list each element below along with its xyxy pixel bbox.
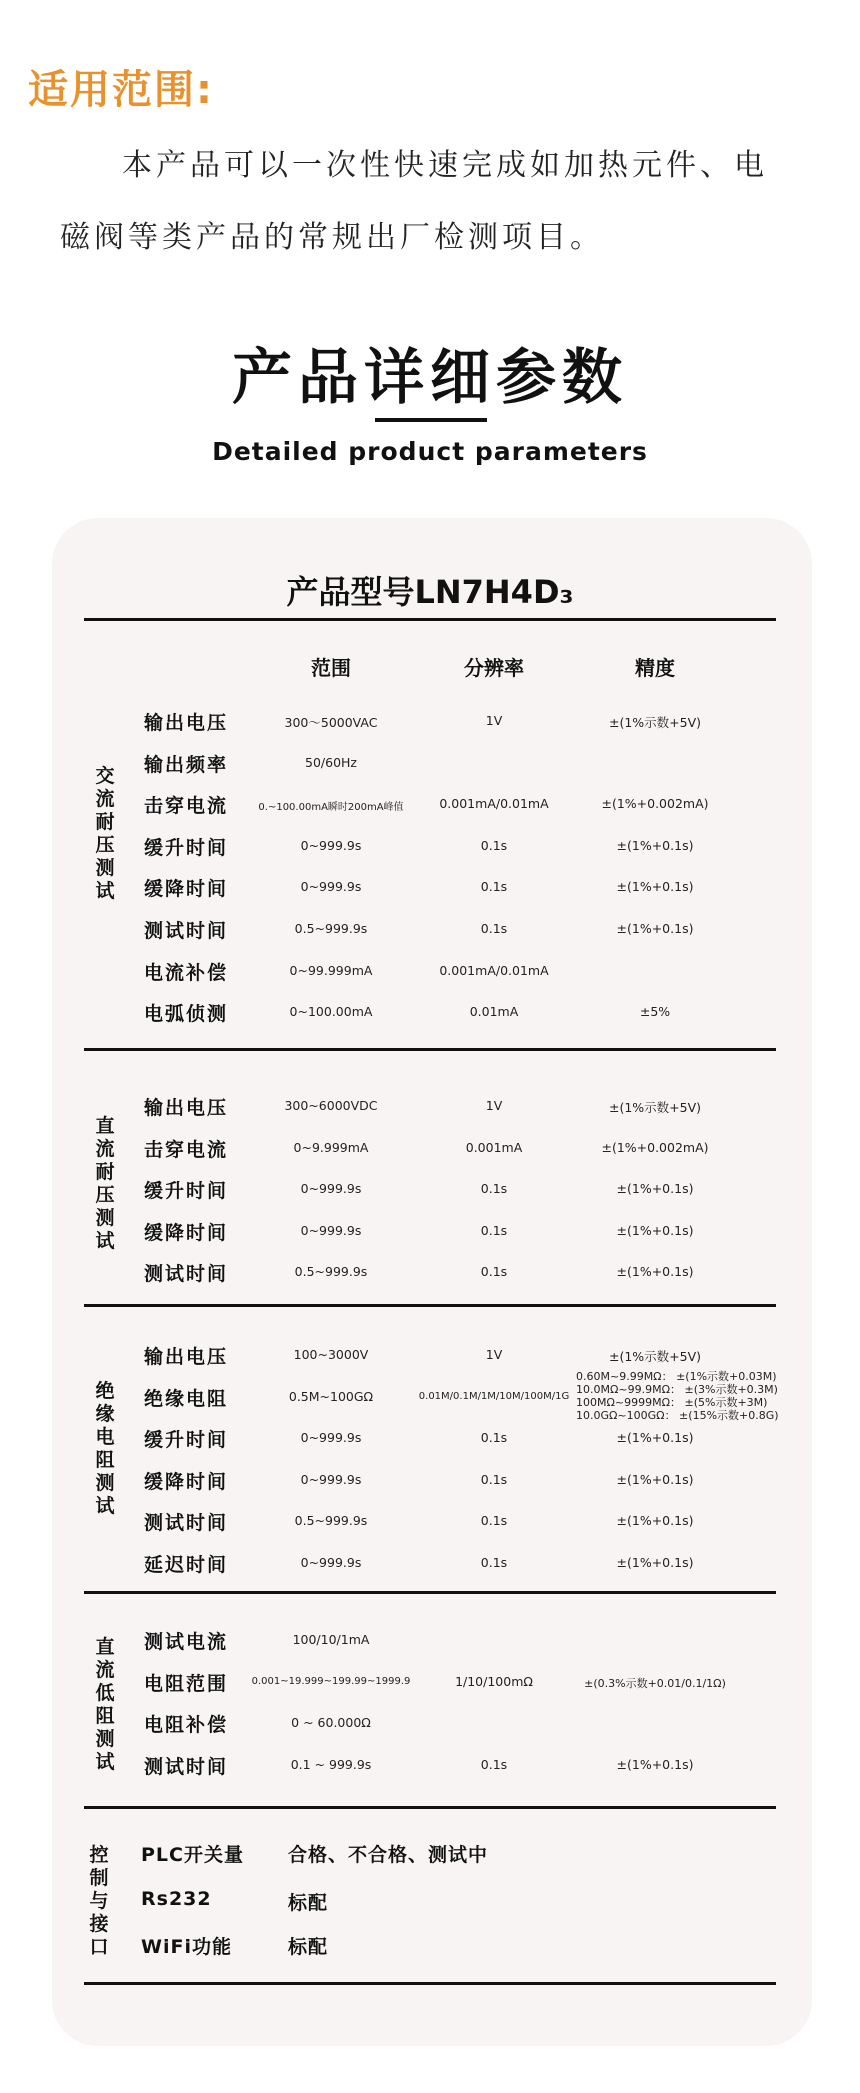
title-underline (375, 418, 487, 422)
accuracy-value: ±(1%+0.1s) (616, 1472, 694, 1487)
resolution-value: 1V (485, 1098, 503, 1113)
table-row (0, 1091, 860, 1121)
resolution-value: 1V (485, 1347, 503, 1362)
table-row (0, 1548, 860, 1578)
page-subtitle: Detailed product parameters (212, 437, 648, 466)
param-label: 电阻范围 (144, 1673, 229, 1695)
range-value: 0 ~ 60.000Ω (291, 1715, 371, 1730)
range-value: 0.5~999.9s (294, 921, 368, 936)
param-label: 输出电压 (144, 712, 229, 734)
divider (84, 618, 776, 621)
accuracy-line: 10.0MΩ~99.9MΩ： ±(3%示数+0.3M) (576, 1383, 778, 1396)
divider (84, 1591, 776, 1594)
accuracy-value: ±(1%+0.002mA) (601, 796, 709, 811)
resolution-value: 0.01mA (469, 1004, 519, 1019)
param-label: 电流补偿 (144, 962, 229, 984)
param-label: 测试时间 (144, 920, 229, 942)
control-label: Rs232 (141, 1888, 212, 1910)
resolution-value: 0.1s (480, 838, 508, 853)
range-value: 0~999.9s (300, 879, 362, 894)
param-label: 缓降时间 (144, 878, 229, 900)
accuracy-value: ±(1%+0.1s) (616, 879, 694, 894)
range-value: 0.~100.00mA瞬时200mA峰值 (258, 802, 404, 813)
param-label: 击穿电流 (144, 1139, 229, 1161)
range-value: 300～5000VAC (284, 715, 378, 730)
control-label: WiFi功能 (141, 1936, 232, 1958)
resolution-value: 0.1s (480, 879, 508, 894)
accuracy-value: ±(1%+0.1s) (616, 1264, 694, 1279)
param-label: 绝缘电阻 (144, 1388, 229, 1410)
divider (84, 1806, 776, 1809)
resolution-value: 0.1s (480, 1223, 508, 1238)
param-label: 测试时间 (144, 1263, 229, 1285)
table-row (0, 1667, 860, 1697)
param-label: 测试时间 (144, 1512, 229, 1534)
range-value: 300~6000VDC (284, 1098, 378, 1113)
accuracy-value: ±(1%+0.1s) (616, 1513, 694, 1528)
table-row (0, 1506, 860, 1536)
range-value: 0~999.9s (300, 1472, 362, 1487)
range-value: 0~999.9s (300, 1223, 362, 1238)
table-row (0, 1750, 860, 1780)
accuracy-value: ±(1%示数+5V) (608, 715, 702, 730)
param-label: 击穿电流 (144, 795, 229, 817)
resolution-value: 0.1s (480, 1181, 508, 1196)
table-row (0, 789, 860, 819)
group-label: 绝缘电阻测试 (95, 1380, 115, 1517)
range-value: 0~999.9s (300, 1181, 362, 1196)
table-row (0, 1340, 860, 1370)
table-row (0, 1465, 860, 1495)
divider (84, 1304, 776, 1307)
group-label: 直流低阻测试 (95, 1636, 115, 1773)
control-value: 标配 (288, 1892, 329, 1914)
param-label: 缓降时间 (144, 1222, 229, 1244)
param-label: 测试电流 (144, 1631, 229, 1653)
range-value: 0~999.9s (300, 838, 362, 853)
control-row (0, 1888, 860, 1918)
param-label: 缓升时间 (144, 1180, 229, 1202)
param-label: 测试时间 (144, 1756, 229, 1778)
table-row (0, 872, 860, 902)
insulation-accuracy-list (576, 1370, 779, 1422)
accuracy-value: ±(1%+0.1s) (616, 838, 694, 853)
range-value: 0.001~19.999~199.99~1999.9 (251, 1676, 411, 1687)
accuracy-value: ±(1%+0.1s) (616, 921, 694, 936)
range-value: 0~999.9s (300, 1430, 362, 1445)
accuracy-value: ±(0.3%示数+0.01/0.1/1Ω) (584, 1677, 726, 1690)
resolution-value: 0.1s (480, 1472, 508, 1487)
accuracy-value: ±5% (639, 1004, 671, 1019)
param-label: 电阻补偿 (144, 1714, 229, 1736)
page-title: 产品详细参数 (232, 343, 628, 413)
resolution-value: 0.1s (480, 1264, 508, 1279)
resolution-value: 0.1s (480, 1430, 508, 1445)
table-row (0, 1257, 860, 1287)
control-value: 标配 (288, 1936, 329, 1958)
table-row (0, 831, 860, 861)
control-value: 合格、不合格、测试中 (288, 1844, 489, 1866)
table-row (0, 1174, 860, 1204)
range-value: 0.1 ~ 999.9s (290, 1757, 372, 1772)
range-value: 50/60Hz (305, 755, 357, 770)
resolution-value: 0.1s (480, 1757, 508, 1772)
range-value: 0.5~999.9s (294, 1513, 368, 1528)
table-row (0, 997, 860, 1027)
param-label: 电弧侦测 (144, 1003, 229, 1025)
table-row (0, 1216, 860, 1246)
range-value: 0~99.999mA (289, 963, 373, 978)
resolution-value: 1V (485, 713, 503, 728)
accuracy-value: ±(1%+0.002mA) (601, 1140, 709, 1155)
header-resolution: 分辨率 (464, 656, 524, 680)
header-accuracy: 精度 (635, 656, 675, 680)
group-label: 控制与接口 (89, 1844, 109, 1958)
resolution-value: 0.1s (480, 1555, 508, 1570)
accuracy-value: ±(1%+0.1s) (616, 1555, 694, 1570)
table-row (0, 706, 860, 736)
range-value: 0~999.9s (300, 1555, 362, 1570)
scope-description: 本产品可以一次性快速完成如加热元件、电磁阀等类产品的常规出厂检测项目。 (60, 148, 768, 255)
control-label: PLC开关量 (141, 1844, 244, 1866)
header-range: 范围 (311, 656, 351, 680)
param-label: 输出电压 (144, 1346, 229, 1368)
range-value: 100~3000V (293, 1347, 369, 1362)
table-row (0, 1708, 860, 1738)
model-title: 产品型号LN7H4D₃ (286, 573, 574, 611)
range-value: 0.5M~100GΩ (288, 1389, 374, 1404)
accuracy-value: ±(1%示数+5V) (608, 1349, 702, 1364)
param-label: 缓降时间 (144, 1471, 229, 1493)
range-value: 0~100.00mA (289, 1004, 373, 1019)
accuracy-line: 10.0GΩ~100GΩ： ±(15%示数+0.8G) (576, 1409, 779, 1422)
param-label: 延迟时间 (144, 1554, 229, 1576)
param-label: 输出电压 (144, 1097, 229, 1119)
accuracy-value: ±(1%+0.1s) (616, 1181, 694, 1196)
param-label: 输出频率 (144, 754, 229, 776)
control-row (0, 1840, 860, 1870)
resolution-value: 1/10/100mΩ (455, 1674, 533, 1689)
scope-heading: 适用范围: (28, 67, 214, 113)
control-row (0, 1932, 860, 1962)
accuracy-value: ±(1%+0.1s) (616, 1223, 694, 1238)
range-value: 0~9.999mA (293, 1140, 369, 1155)
group-label: 交流耐压测试 (95, 765, 115, 902)
param-label: 缓升时间 (144, 837, 229, 859)
range-value: 0.5~999.9s (294, 1264, 368, 1279)
resolution-value: 0.001mA/0.01mA (439, 963, 549, 978)
resolution-value: 0.001mA/0.01mA (439, 796, 549, 811)
table-row (0, 1625, 860, 1655)
table-row (0, 956, 860, 986)
accuracy-line: 0.60M~9.99MΩ： ±(1%示数+0.03M) (576, 1370, 777, 1383)
table-row (0, 1423, 860, 1453)
table-row (0, 1133, 860, 1163)
accuracy-value: ±(1%示数+5V) (608, 1100, 702, 1115)
divider (84, 1982, 776, 1985)
resolution-value: 0.1s (480, 1513, 508, 1528)
accuracy-line: 100MΩ~9999MΩ： ±(5%示数+3M) (576, 1396, 768, 1409)
group-label: 直流耐压测试 (95, 1115, 115, 1252)
resolution-value: 0.001mA (465, 1140, 523, 1155)
accuracy-value: ±(1%+0.1s) (616, 1430, 694, 1445)
divider (84, 1048, 776, 1051)
range-value: 100/10/1mA (292, 1632, 370, 1647)
resolution-value: 0.01M/0.1M/1M/10M/100M/1G (418, 1391, 570, 1402)
param-label: 缓升时间 (144, 1429, 229, 1451)
resolution-value: 0.1s (480, 921, 508, 936)
table-row (0, 748, 860, 778)
table-row (0, 914, 860, 944)
accuracy-value: ±(1%+0.1s) (616, 1757, 694, 1772)
